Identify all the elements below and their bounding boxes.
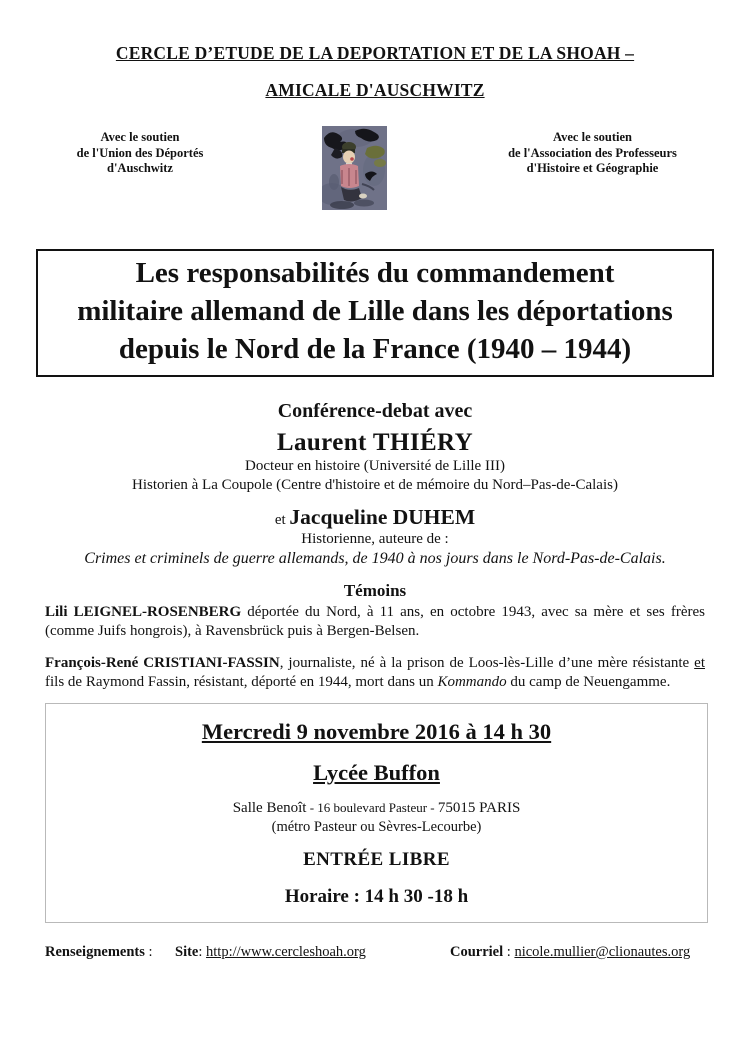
event-metro: (métro Pasteur ou Sèvres-Lecourbe) [271, 819, 482, 835]
speaker2-heading [0, 505, 750, 530]
speaker2-title: Historienne, auteure de : [301, 531, 449, 547]
renseignements-label: Renseignements [45, 944, 145, 960]
kneeling-child-painting [322, 126, 387, 210]
witness1-name: Lili LEIGNEL-ROSENBERG [45, 604, 242, 620]
witness2-text-a: , journaliste, né à la prison de Loos-lès-Lille d’une mère résistante [279, 655, 695, 671]
courriel-label: Courriel [450, 944, 504, 960]
witness1-text: déportée du Nord, à 11 ans, en octobre 1943, avec sa mère et ses frères (comme Juifs hongrois), à Ravensbrück puis à Bergen-Belsen. [45, 604, 705, 639]
support-left-line1: Avec le soutien [100, 130, 180, 144]
main-title-line1: Les responsabilités du commandement [135, 257, 615, 289]
event-address-city: 75015 PARIS [437, 800, 521, 816]
contact-footer [0, 944, 750, 966]
witness1-paragraph [45, 603, 705, 641]
speaker2-name: Jacqueline DUHEM [289, 505, 476, 529]
kneeling-child-painting-svg [322, 126, 387, 210]
witnesses-heading: Témoins [343, 581, 407, 600]
witness2-name: François-René CRISTIANI-FASSIN [45, 655, 280, 671]
event-address-street: - 16 boulevard Pasteur - [306, 800, 438, 815]
witness2-paragraph [45, 654, 705, 692]
site-label: Site [175, 944, 199, 960]
support-right-line3: d'Histoire et Géographie [526, 161, 659, 175]
event-details-box [45, 703, 708, 923]
witness2-kommando: Kommando [437, 674, 507, 690]
email-link[interactable]: nicole.mullier@clionautes.org [514, 944, 691, 960]
main-title-box [36, 249, 714, 377]
witness2-text-c: du camp de Neuengamme. [506, 674, 671, 690]
courriel-sep: : [503, 944, 515, 960]
event-address [46, 800, 707, 817]
event-date: Mercredi 9 novembre 2016 à 14 h 30 [201, 719, 552, 744]
site-link[interactable]: http://www.cercleshoah.org [206, 944, 366, 960]
support-row [0, 128, 750, 214]
org-title-line2-text: AMICALE D'AUSCHWITZ [265, 80, 485, 100]
support-left-line3: d'Auschwitz [107, 161, 173, 175]
speaker1-title1: Docteur en histoire (Université de Lille III) [245, 458, 505, 474]
site-group [175, 944, 366, 961]
support-right-line2: de l'Association des Professeurs [508, 145, 677, 160]
event-venue: Lycée Buffon [313, 760, 440, 785]
renseignements-label-group [45, 944, 153, 961]
support-left-block [55, 130, 225, 177]
courriel-group [450, 944, 690, 961]
speaker1-title2: Historien à La Coupole (Centre d'histoire et de mémoire du Nord–Pas-de-Calais) [132, 476, 618, 493]
witness2-text-b: fils de Raymond Fassin, résistant, déporté en 1944, mort dans un [45, 674, 438, 690]
site-sep: : [198, 944, 207, 960]
org-title-line2 [0, 80, 750, 101]
org-title-line1-text: CERCLE D’ETUDE DE LA DEPORTATION ET DE LA SHOAH – [115, 43, 635, 63]
support-right-line1: Avec le soutien [553, 130, 632, 144]
speaker1-name: Laurent THIÉRY [276, 429, 474, 456]
event-address-room: Salle Benoît [232, 800, 307, 816]
main-title-line2: militaire allemand de Lille dans les déportations [77, 295, 673, 327]
speaker2-prefix: et [274, 512, 290, 528]
renseignements-sep: : [144, 944, 153, 960]
event-hours: Horaire : 14 h 30 -18 h [284, 886, 469, 907]
speaker2-book-title: Crimes et criminels de guerre allemands, de 1940 à nos jours dans le Nord-Pas-de-Calais. [84, 550, 666, 567]
org-title-line1 [0, 0, 750, 64]
witness2-et: et [694, 655, 705, 671]
support-left-line2: de l'Union des Déportés [76, 145, 204, 160]
support-right-block [495, 130, 690, 177]
conference-intro: Conférence-debat avec [277, 400, 473, 422]
main-title-line3: depuis le Nord de la France (1940 – 1944) [118, 333, 632, 365]
event-free-entry: ENTRÉE LIBRE [303, 849, 450, 870]
